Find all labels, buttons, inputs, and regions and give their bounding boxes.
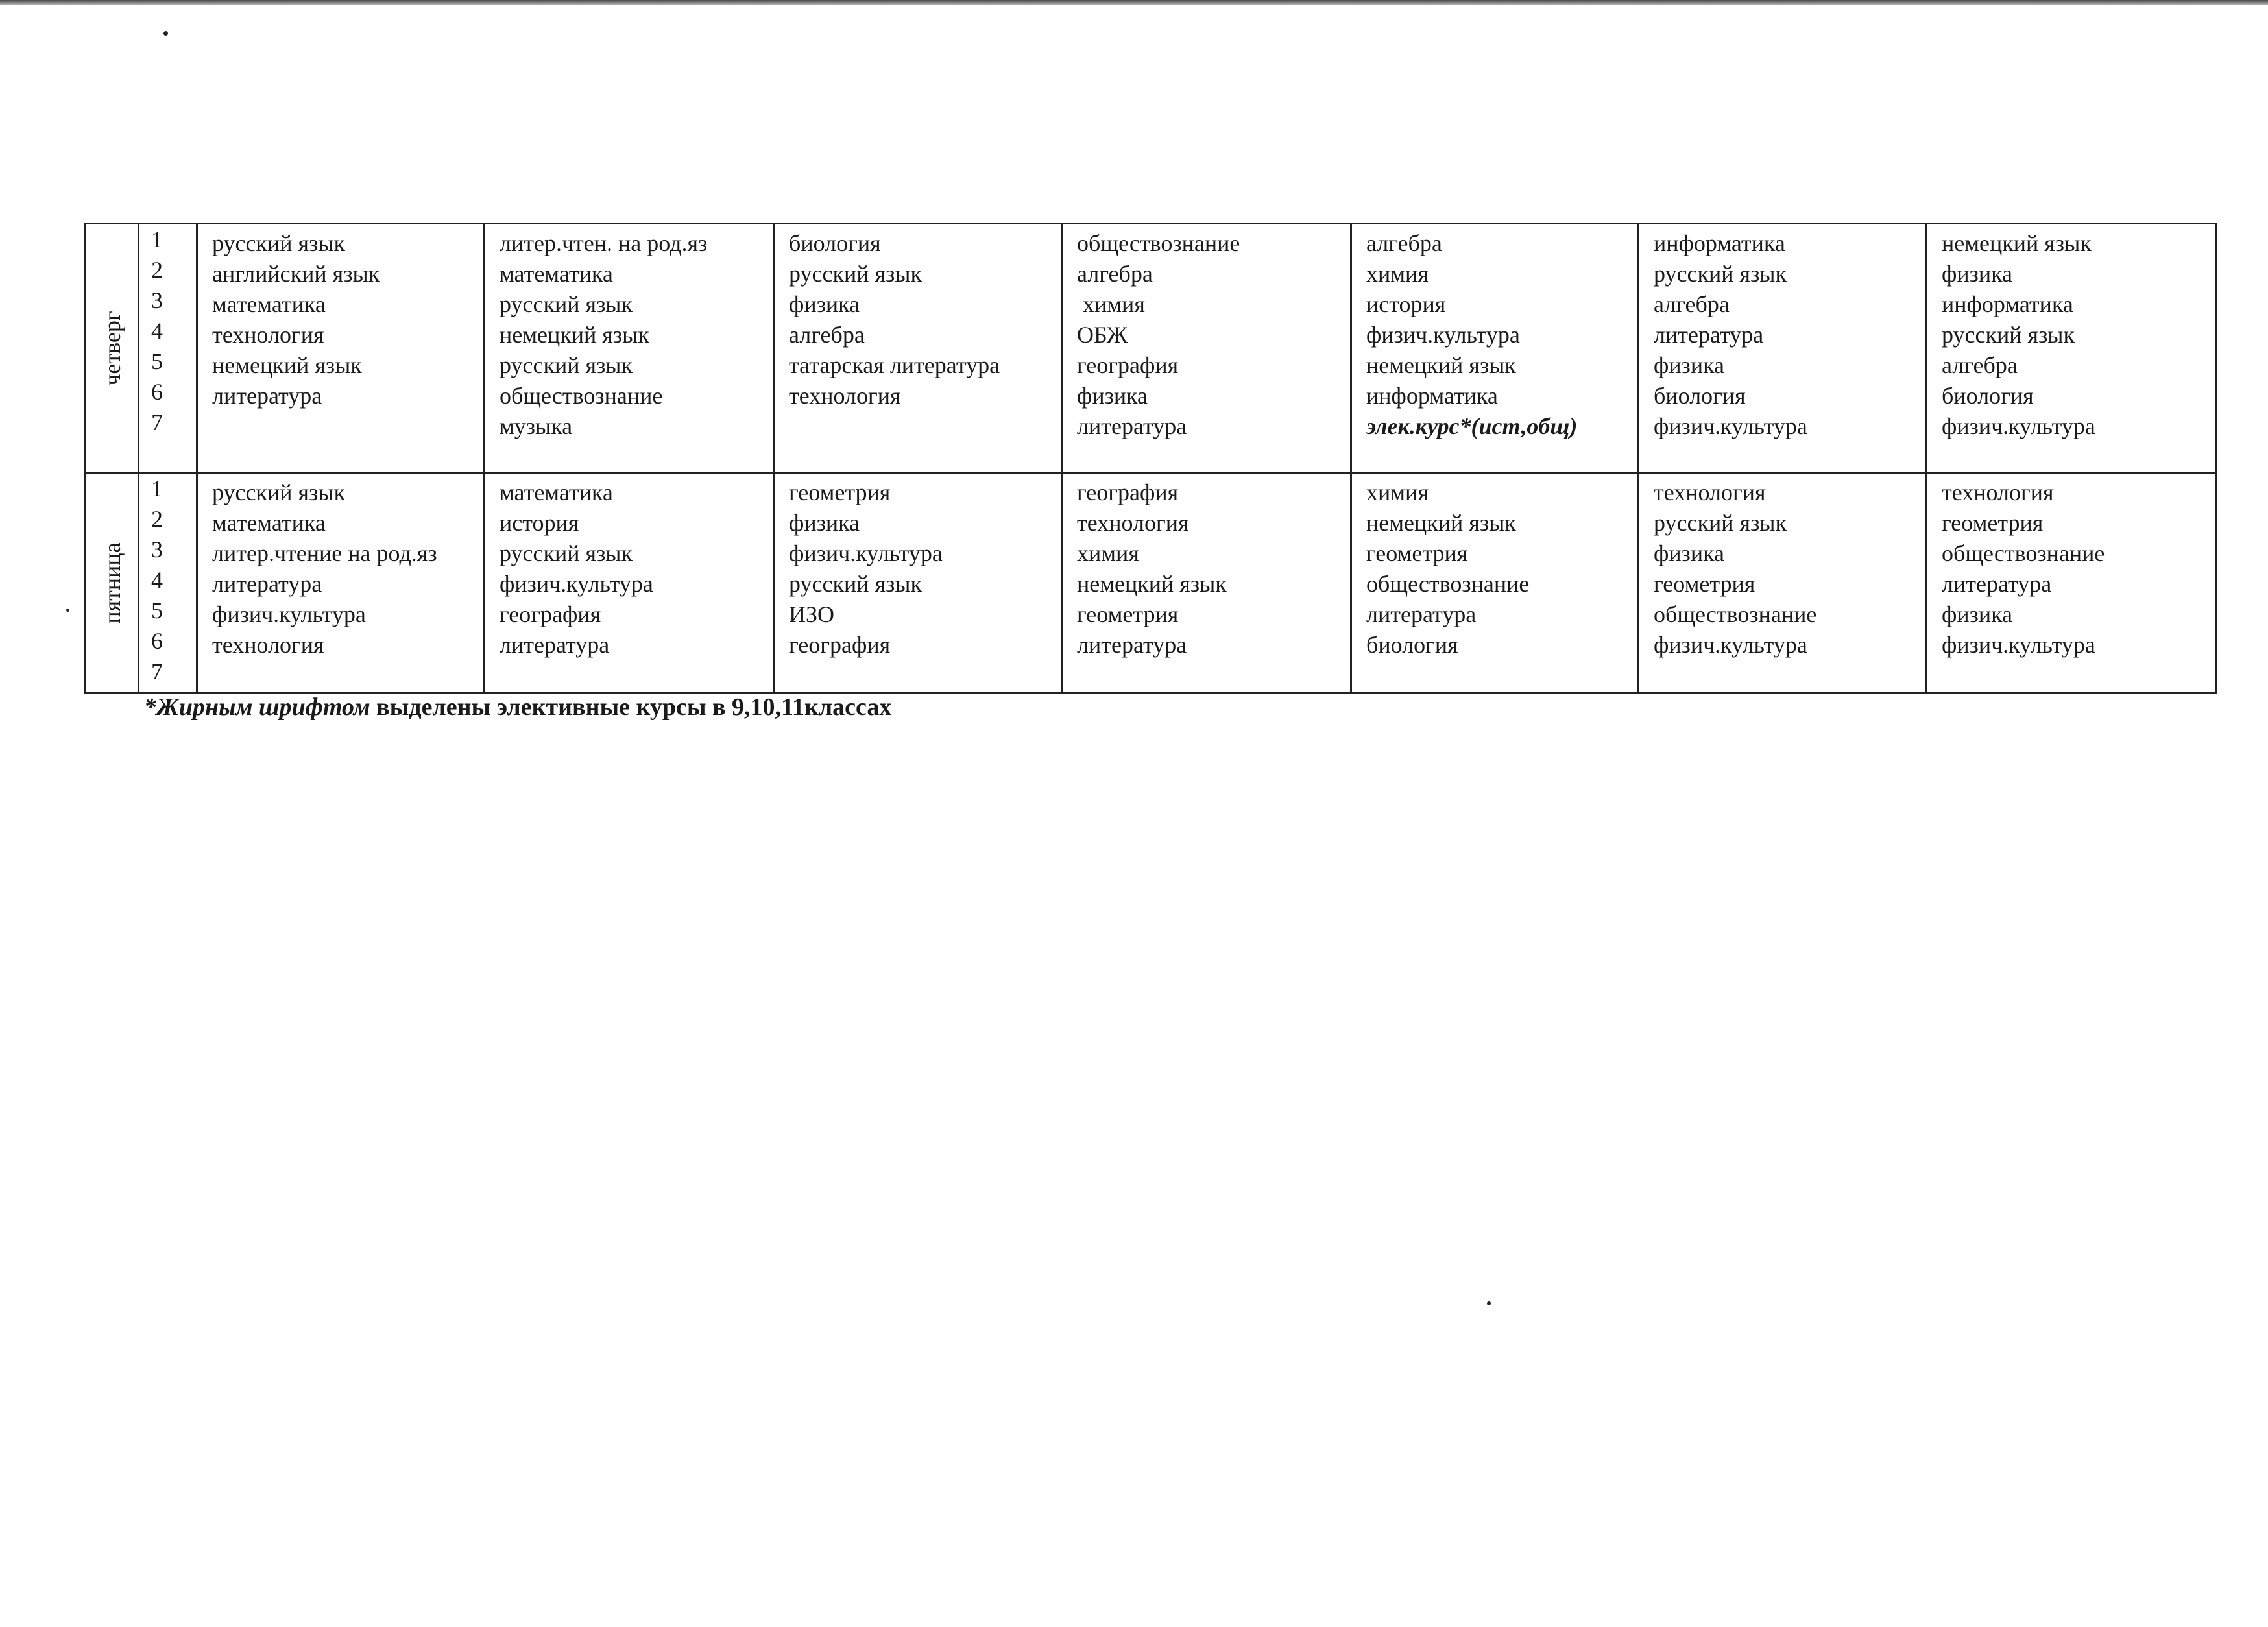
subject: биология: [789, 230, 881, 256]
subject: русский язык: [500, 352, 633, 378]
class-cell: [1639, 224, 1927, 473]
subject: физика: [1077, 383, 1148, 409]
subject: география: [789, 632, 891, 658]
subject: география: [500, 601, 601, 627]
subject: русский язык: [500, 291, 633, 317]
lesson-number: 4: [151, 567, 163, 593]
subject: физич.культура: [789, 540, 943, 566]
day-cell: [86, 224, 139, 473]
subject: география: [1077, 479, 1179, 505]
subject: алгебра: [1366, 230, 1442, 256]
subject: немецкий язык: [1366, 352, 1516, 378]
class-cell: [1062, 224, 1351, 473]
subject: биология: [1366, 632, 1458, 658]
subject: биология: [1942, 383, 2034, 409]
scan-speck: [163, 31, 168, 36]
lesson-number: 1: [151, 226, 163, 252]
subject: технология: [212, 632, 324, 658]
footnote-prefix: *Жирным шрифтом: [144, 693, 377, 721]
class-cell: [485, 473, 774, 693]
subject: русский язык: [500, 540, 633, 566]
subject: история: [500, 510, 579, 536]
subject: физич.культура: [500, 571, 653, 597]
lesson-number: 7: [151, 658, 163, 684]
subject: английский язык: [212, 261, 380, 287]
subject: обществознание: [1077, 230, 1240, 256]
day-label: пятница: [99, 542, 125, 624]
subject: физика: [1654, 352, 1725, 378]
subject: русский язык: [212, 479, 345, 505]
subject: обществознание: [1654, 601, 1817, 627]
lesson-number: 3: [151, 536, 163, 562]
lesson-number: 7: [151, 409, 163, 435]
subject: немецкий язык: [1366, 510, 1516, 536]
schedule-table: [84, 223, 2217, 694]
subject: обществознание: [1942, 540, 2105, 566]
subject: немецкий язык: [1942, 230, 2092, 256]
lesson-number: 2: [151, 506, 163, 532]
subject: немецкий язык: [1077, 571, 1227, 597]
footnote-text: выделены элективные курсы в 9,10,11классах: [376, 693, 892, 721]
subject: ОБЖ: [1077, 322, 1128, 348]
subject: геометрия: [1077, 601, 1179, 627]
class-cell: [197, 473, 485, 693]
subject: химия: [1077, 291, 1145, 317]
subject: физич.культура: [1366, 322, 1520, 348]
subject: информатика: [1366, 383, 1498, 409]
subject: русский язык: [1654, 261, 1787, 287]
subject: технология: [1077, 510, 1189, 536]
lesson-number: 6: [151, 628, 163, 654]
subject: физика: [1942, 601, 2013, 627]
lesson-number-cell: [139, 224, 197, 473]
subject: алгебра: [1077, 261, 1153, 287]
subject: физика: [1942, 261, 2013, 287]
subject: литература: [1654, 322, 1764, 348]
lesson-number: 5: [151, 597, 163, 623]
subject: литер.чтение на род.яз: [212, 540, 437, 566]
scan-top-edge: [0, 0, 2268, 5]
subject: литература: [1077, 413, 1187, 439]
lesson-number-cell: [139, 473, 197, 693]
subject: технология: [789, 383, 901, 409]
day-row: [86, 224, 2217, 473]
class-cell: [1639, 473, 1927, 693]
subject: русский язык: [789, 571, 922, 597]
scan-speck: [1487, 1301, 1491, 1305]
subject: русский язык: [1942, 322, 2075, 348]
class-cell: [485, 224, 774, 473]
class-cell: [1927, 473, 2217, 693]
lesson-number: 5: [151, 348, 163, 374]
subject: русский язык: [789, 261, 922, 287]
subject: физич.культура: [1654, 413, 1807, 439]
subject: русский язык: [1654, 510, 1787, 536]
subject: физич.культура: [212, 601, 366, 627]
subject: литература: [1942, 571, 2052, 597]
subject: немецкий язык: [212, 352, 362, 378]
class-cell: [1351, 224, 1639, 473]
subject: музыка: [500, 413, 573, 439]
class-cell: [1351, 473, 1639, 693]
subject: литература: [500, 632, 610, 658]
subject: физика: [789, 510, 860, 536]
subject: география: [1077, 352, 1179, 378]
subject: математика: [212, 291, 326, 317]
subject: алгебра: [1654, 291, 1730, 317]
subject: геометрия: [1654, 571, 1755, 597]
subject: информатика: [1942, 291, 2073, 317]
day-cell: [86, 473, 139, 693]
subject: ИЗО: [789, 601, 835, 627]
subject: математика: [500, 479, 613, 505]
subject: физич.культура: [1942, 632, 2095, 658]
subject: химия: [1366, 261, 1429, 287]
day-row: [86, 473, 2217, 693]
lesson-number: 6: [151, 379, 163, 405]
class-cell: [774, 473, 1062, 693]
subject: литература: [212, 383, 322, 409]
scan-speck: [66, 609, 69, 612]
subject: математика: [212, 510, 326, 536]
subject: литература: [1077, 632, 1187, 658]
elective-subject: элек.курс*(ист,общ): [1366, 413, 1578, 439]
subject: технология: [1942, 479, 2054, 505]
footnote: [144, 693, 891, 721]
subject: татарская литература: [789, 352, 1000, 378]
subject: алгебра: [789, 322, 865, 348]
subject: геометрия: [789, 479, 891, 505]
subject: физич.культура: [1654, 632, 1807, 658]
subject: геометрия: [1366, 540, 1468, 566]
subject: немецкий язык: [500, 322, 649, 348]
subject: технология: [1654, 479, 1766, 505]
class-cell: [1062, 473, 1351, 693]
class-cell: [774, 224, 1062, 473]
subject: литература: [1366, 601, 1477, 627]
subject: технология: [212, 322, 324, 348]
subject: история: [1366, 291, 1446, 317]
day-label: четверг: [99, 310, 125, 386]
subject: обществознание: [500, 383, 663, 409]
subject: математика: [500, 261, 613, 287]
subject: русский язык: [212, 230, 345, 256]
subject: химия: [1366, 479, 1429, 505]
class-cell: [1927, 224, 2217, 473]
subject: алгебра: [1942, 352, 2018, 378]
lesson-number: 3: [151, 287, 163, 313]
subject: химия: [1077, 540, 1139, 566]
subject: литер.чтен. на род.яз: [500, 230, 708, 256]
subject: биология: [1654, 383, 1746, 409]
lesson-number: 4: [151, 318, 163, 344]
subject: физика: [789, 291, 860, 317]
subject: физич.культура: [1942, 413, 2095, 439]
subject: физика: [1654, 540, 1725, 566]
subject: литература: [212, 571, 322, 597]
class-cell: [197, 224, 485, 473]
lesson-number: 1: [151, 476, 163, 501]
lesson-number: 2: [151, 257, 163, 283]
subject: информатика: [1654, 230, 1785, 256]
subject: геометрия: [1942, 510, 2044, 536]
subject: обществознание: [1366, 571, 1530, 597]
